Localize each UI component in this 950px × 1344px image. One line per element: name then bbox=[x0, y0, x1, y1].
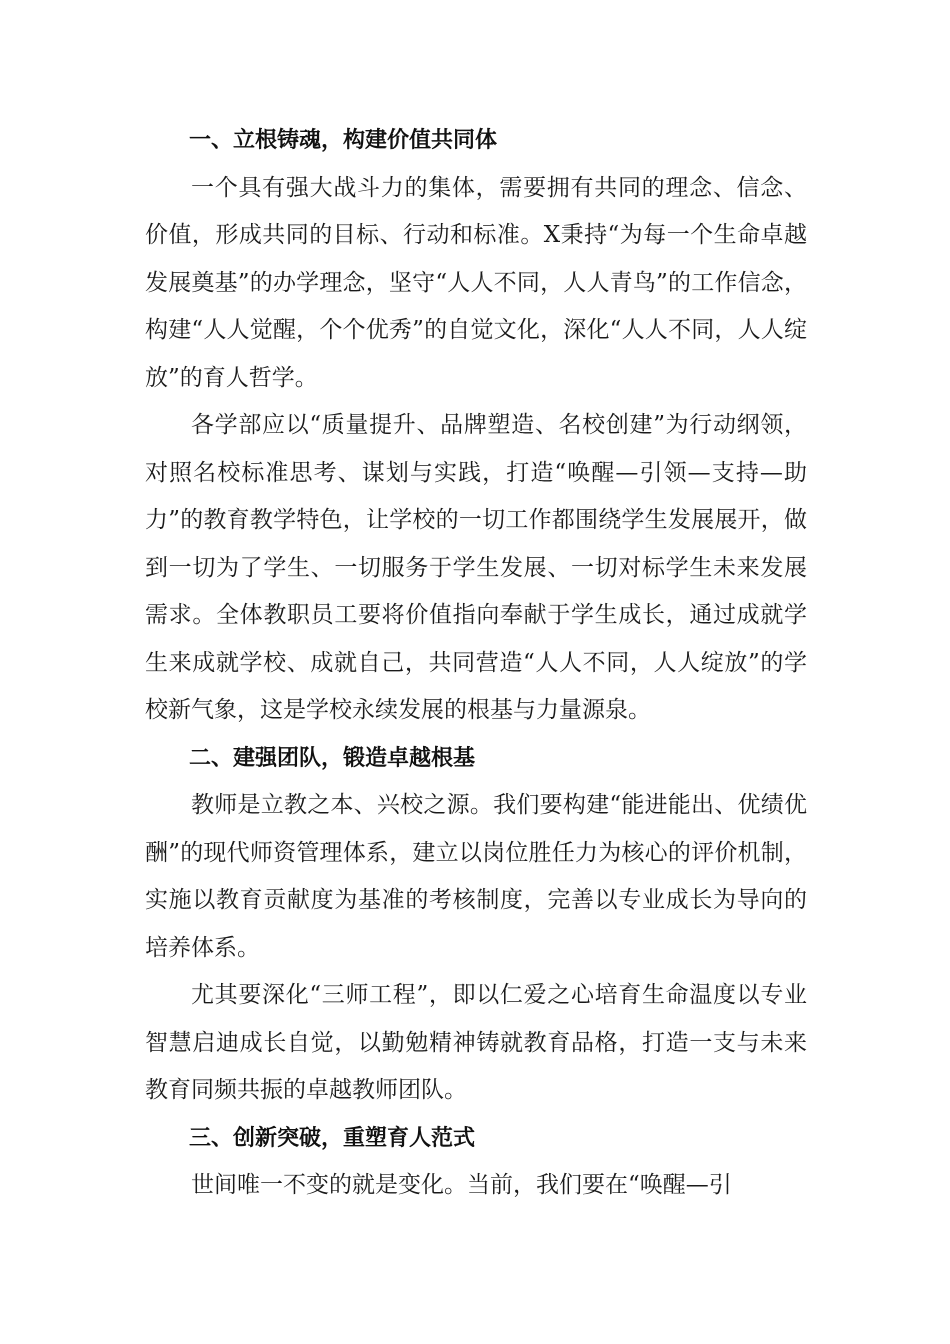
section-1-paragraph-1: 一个具有强大战斗力的集体，需要拥有共同的理念、信念、价值，形成共同的目标、行动和标准。X秉持“为每一个生命卓越发展奠基”的办学理念，坚守“人人不同，人人青鸟”的工作信念，构建“人人觉醒，个个优秀”的自觉文化，深化“人人不同，人人绽放”的育人哲学。 bbox=[145, 174, 807, 391]
section-1-paragraph-2: 各学部应以“质量提升、品牌塑造、名校创建”为行动纲领，对照名校标准思考、谋划与实践，打造“唤醒—引领—支持—助力”的教育教学特色，让学校的一切工作都围绕学生发展展开，做到一切为了学生、一切服务于学生发展、一切对标学生未来发展需求。全体教职员工要将价值指向奉献于学生成长，通过成就学生来成就学校、成就自己，共同营造“人人不同，人人绽放”的学校新气象，这是学校永续发展的根基与力量源泉。 bbox=[145, 412, 807, 723]
document-body bbox=[145, 117, 807, 1210]
section-2-paragraph-2: 尤其要深化“三师工程”，即以仁爱之心培育生命温度以专业智慧启迪成长自觉，以勤勉精神铸就教育品格，打造一支与未来教育同频共振的卓越教师团队。 bbox=[145, 982, 807, 1103]
section-heading-1: 一、立根铸魂，构建价值共同体 bbox=[189, 128, 498, 153]
section-heading-3: 三、创新突破，重塑育人范式 bbox=[189, 1125, 476, 1151]
section-3-paragraph-1: 世间唯一不变的就是变化。当前，我们要在“唤醒—引 bbox=[191, 1172, 732, 1198]
section-heading-2: 二、建强团队，锻造卓越根基 bbox=[189, 745, 476, 771]
section-2-paragraph-1: 教师是立教之本、兴校之源。我们要构建“能进能出、优绩优酬”的现代师资管理体系，建立以岗位胜任力为核心的评价机制，实施以教育贡献度为基准的考核制度，完善以专业成长为导向的培养体系。 bbox=[145, 792, 807, 961]
